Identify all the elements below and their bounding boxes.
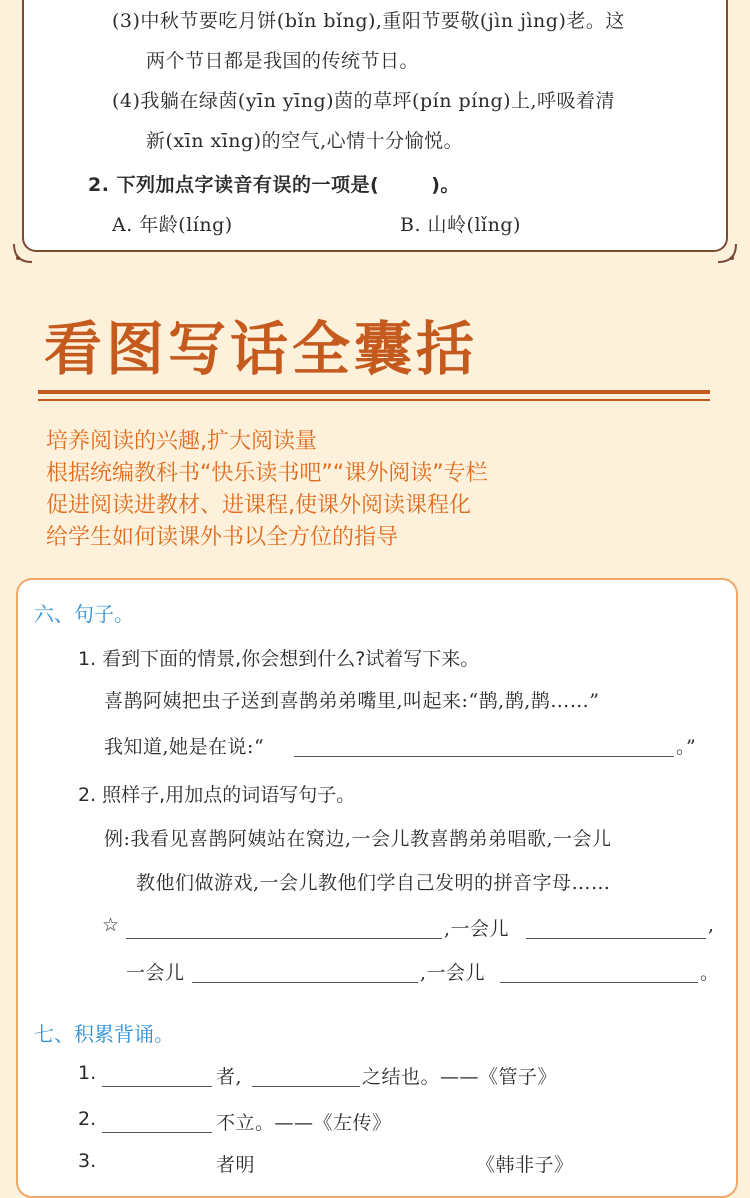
- item2-number: 2.: [78, 1108, 97, 1130]
- fill-blank[interactable]: [526, 938, 706, 939]
- banner-title: 看图写话全囊括: [44, 315, 479, 383]
- q4-line2: 新(xīn xīng)的空气,心情十分愉悦。: [146, 130, 464, 152]
- star-icon: ☆: [102, 914, 120, 936]
- comma-yihuier: ,一会儿: [444, 918, 510, 940]
- q4-line1: (4)我躺在绿茵(yīn yīng)茵的草坪(pín píng)上,呼吸着清: [112, 90, 616, 112]
- item1-mid: 者,: [216, 1066, 243, 1088]
- corner-ornament-icon: [12, 242, 34, 264]
- fill-blank[interactable]: [500, 982, 698, 983]
- option-b: B. 山岭(lǐng): [400, 214, 521, 236]
- s6-question2: 2. 照样子,用加点的词语写句子。: [78, 784, 356, 806]
- slogan-4: 给学生如何读课外书以全方位的指导: [46, 525, 399, 550]
- section6-heading: 六、句子。: [34, 602, 134, 626]
- item3-number: 3.: [78, 1150, 97, 1172]
- q2-prompt: 2. 下列加点字读音有误的一项是( )。: [88, 174, 460, 196]
- answer-blank[interactable]: [294, 756, 674, 757]
- fill-blank[interactable]: [102, 1086, 212, 1087]
- fill-blank[interactable]: [126, 938, 442, 939]
- q3-line1: (3)中秋节要吃月饼(bǐn bǐng),重阳节要敬(jìn jìng)老。这: [112, 10, 625, 32]
- item3-end: 《韩非子》: [476, 1154, 574, 1176]
- s6-answer-prefix: 我知道,她是在说:“: [104, 736, 265, 758]
- slogan-1: 培养阅读的兴趣,扩大阅读量: [46, 429, 317, 454]
- fill-blank[interactable]: [192, 982, 418, 983]
- comma: ,: [708, 914, 715, 936]
- item2-end: 不立。——《左传》: [216, 1112, 392, 1134]
- title-rule: [38, 390, 710, 394]
- period: 。: [700, 962, 720, 984]
- s6-answer-suffix: 。”: [676, 736, 697, 758]
- s6-scene: 喜鹊阿姨把虫子送到喜鹊弟弟嘴里,叫起来:“鹊,鹊,鹊……”: [104, 690, 600, 712]
- item1-number: 1.: [78, 1062, 97, 1084]
- slogan-3: 促进阅读进教材、进课程,使课外阅读课程化: [46, 493, 471, 518]
- yihuier: 一会儿: [126, 962, 185, 984]
- item1-end: 之结也。——《管子》: [362, 1066, 558, 1088]
- example-line1: 例:我看见喜鹊阿姨站在窝边,一会儿教喜鹊弟弟唱歌,一会儿: [104, 828, 612, 850]
- comma-yihuier: ,一会儿: [420, 962, 486, 984]
- section7-heading: 七、积累背诵。: [34, 1022, 174, 1046]
- s6-question1: 1. 看到下面的情景,你会想到什么?试着写下来。: [78, 648, 480, 670]
- option-a: A. 年龄(líng): [112, 214, 233, 236]
- item3-mid: 者明: [216, 1154, 256, 1176]
- corner-ornament-icon: [716, 242, 738, 264]
- fill-blank[interactable]: [102, 1132, 212, 1133]
- example-line2: 教他们做游戏,一会儿教他们学自己发明的拼音字母……: [136, 872, 611, 894]
- fill-blank[interactable]: [252, 1086, 360, 1087]
- q3-line2: 两个节日都是我国的传统节日。: [146, 50, 420, 72]
- slogan-2: 根据统编教科书“快乐读书吧”“课外阅读”专栏: [46, 461, 488, 486]
- title-rule-thin: [38, 399, 710, 401]
